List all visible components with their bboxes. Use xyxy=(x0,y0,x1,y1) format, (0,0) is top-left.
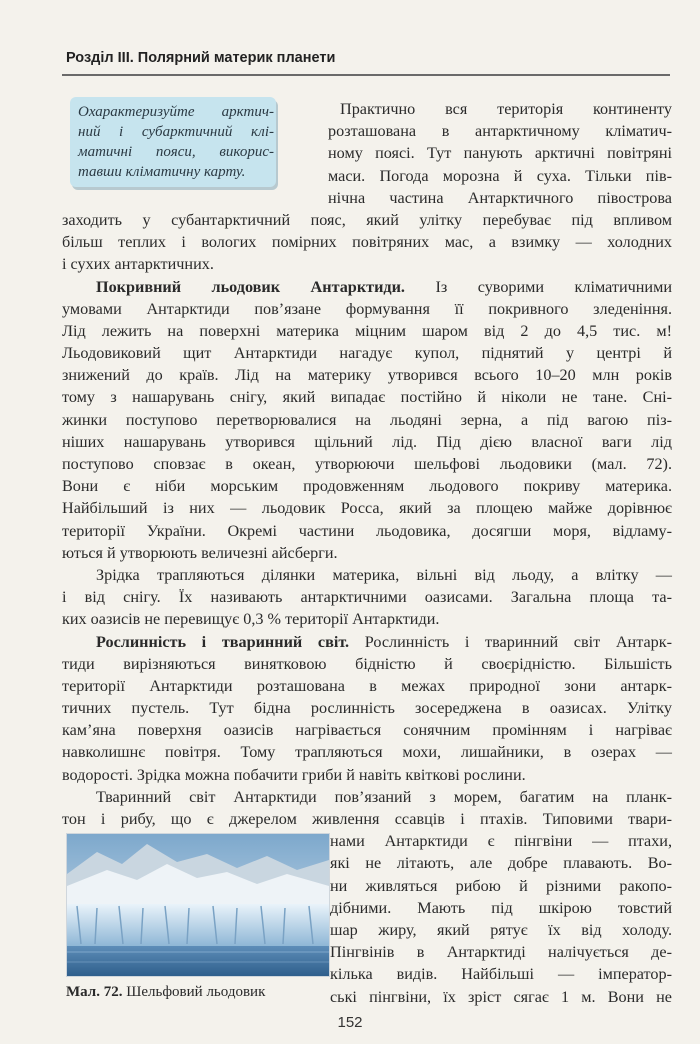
text-line: Практично вся територія континенту xyxy=(340,100,672,118)
text-line: які не літають, але добре плавають. Во- xyxy=(330,854,672,873)
text-line: навколишнє повітря. Тому трапляються мохи, лишайники, в озерах — xyxy=(62,743,672,762)
text-line: розташована в антарктичному кліматич- xyxy=(328,122,672,141)
text-line: тиди вирізняються винятковою бідністю й своєрідністю. Більшість xyxy=(62,654,672,673)
figure-label: Мал. 72. xyxy=(66,984,123,1000)
text-line: Із суворими кліматичними xyxy=(435,277,673,296)
text-line: території Антарктиди розташована в межах природної зони антарк- xyxy=(62,676,672,695)
text-line: нічна частина Антарктичного півострова xyxy=(328,188,672,207)
text-line: Пінгвінів в Антарктиді налічується де- xyxy=(330,943,672,962)
text-line: жинки поступово перетворювалися на льодяні зерна, а під вагою піз- xyxy=(62,410,672,429)
text-line: Рослинність і тваринний світ Антарк- xyxy=(364,632,673,651)
text-line: заходить у субантарктичний пояс, який улітку перебуває під впливом xyxy=(62,210,672,229)
text-line: Тваринний світ Антарктиди пов’язаний з морем, багатим на планк- xyxy=(96,787,672,806)
text-line: тичних пустель. Тут бідна рослинність зосереджена в оазисах. Улітку xyxy=(62,699,672,718)
question-line: тавши кліматичну карту. xyxy=(78,164,246,180)
paragraph-heading: Покривний льодовик Антарктиди. xyxy=(96,277,405,296)
text-line: і від снігу. Їх називають антарктичними оазисами. Загальна площа та- xyxy=(62,588,672,607)
text-line: шар жиру, який рятує їх від холоду. xyxy=(330,920,672,939)
text-line: тон і рибу, що є джерелом живлення ссавців і птахів. Типовими твари- xyxy=(62,810,672,828)
paragraph-heading: Рослинність і тваринний світ. xyxy=(96,632,350,651)
text-line: Лід лежить на поверхні материка міцним шаром від 2 до 4,5 тис. м! xyxy=(62,321,672,340)
figure-caption xyxy=(66,984,336,1001)
text-line: Вони є ніби морським продовженням льодового покриву материка. xyxy=(62,477,672,496)
text-line: умовами Антарктиди пов’язане формування її покривного зледеніння. xyxy=(62,299,672,318)
text-line: ніших нашарувань утворився щільний лід. Під дією власної ваги лід xyxy=(62,432,672,451)
text-line: знижений до країв. Лід на материку утворився всього 10–20 млн років xyxy=(62,366,672,385)
text-line: території України. Окремі частини льодовика, досягши моря, відламу- xyxy=(62,521,672,540)
text-line: Льодовиковий щит Антарктиди нагадує купол, піднятий у центрі й xyxy=(62,344,672,363)
text-line: кам’яна поверхня оазисів нагрівається сонячним промінням і нагріває xyxy=(62,721,672,740)
figure-caption-text: Шельфовий льодовик xyxy=(126,984,266,1000)
text-line xyxy=(62,276,672,298)
text-line: ються й утворюють величезні айсберги. xyxy=(62,543,338,562)
section-header: Розділ III. Полярний материк планети xyxy=(66,50,336,66)
text-line: дібними. Мають під шкірою товстий xyxy=(330,898,672,917)
question-line: матичні пояси, викорис- xyxy=(78,144,274,160)
text-line: тому з нашарувань снігу, який випадає постійно й ніколи не тане. Сні- xyxy=(62,388,672,407)
text-line: поступово сповзає в океан, утворюючи шельфові льодовики (мал. 72). xyxy=(62,455,672,473)
question-line: ний і субарктичний клі- xyxy=(78,124,274,140)
text-line: ські пінгвіни, їх зріст сягає 1 м. Вони не xyxy=(330,987,672,1006)
glacier-photo xyxy=(66,833,330,977)
text-line: ни живляться рибою й різними ракопо- xyxy=(330,876,672,895)
text-line: більш теплих і вологих помірних повітряних мас, а взимку — холодних xyxy=(62,233,672,252)
question-line: Охарактеризуйте арктич- xyxy=(78,104,274,120)
text-line: Найбільший із них — льодовик Росса, який за площею майже дорівнює xyxy=(62,499,672,518)
text-line: Зрідка трапляються ділянки материка, вільні від льоду, а влітку — xyxy=(96,565,672,584)
text-line: нами Антарктиди є пінгвіни — птахи, xyxy=(330,832,672,851)
text-line: кілька видів. Найбільші — імператор- xyxy=(330,965,672,984)
header-divider xyxy=(62,74,670,76)
text-line: маси. Погода морозна й суха. Тільки пів- xyxy=(328,166,672,185)
page-number: 152 xyxy=(337,1014,363,1031)
text-line xyxy=(62,631,672,653)
text-line: і сухих антарктичних. xyxy=(62,255,214,274)
text-line: водорості. Зрідка можна побачити гриби й навіть квіткові рослини. xyxy=(62,765,526,784)
text-line: ному поясі. Тут панують арктичні повітряні xyxy=(328,144,672,163)
text-line: ких оазисів не перевищує 0,3 % території Антарктиди. xyxy=(62,610,440,629)
